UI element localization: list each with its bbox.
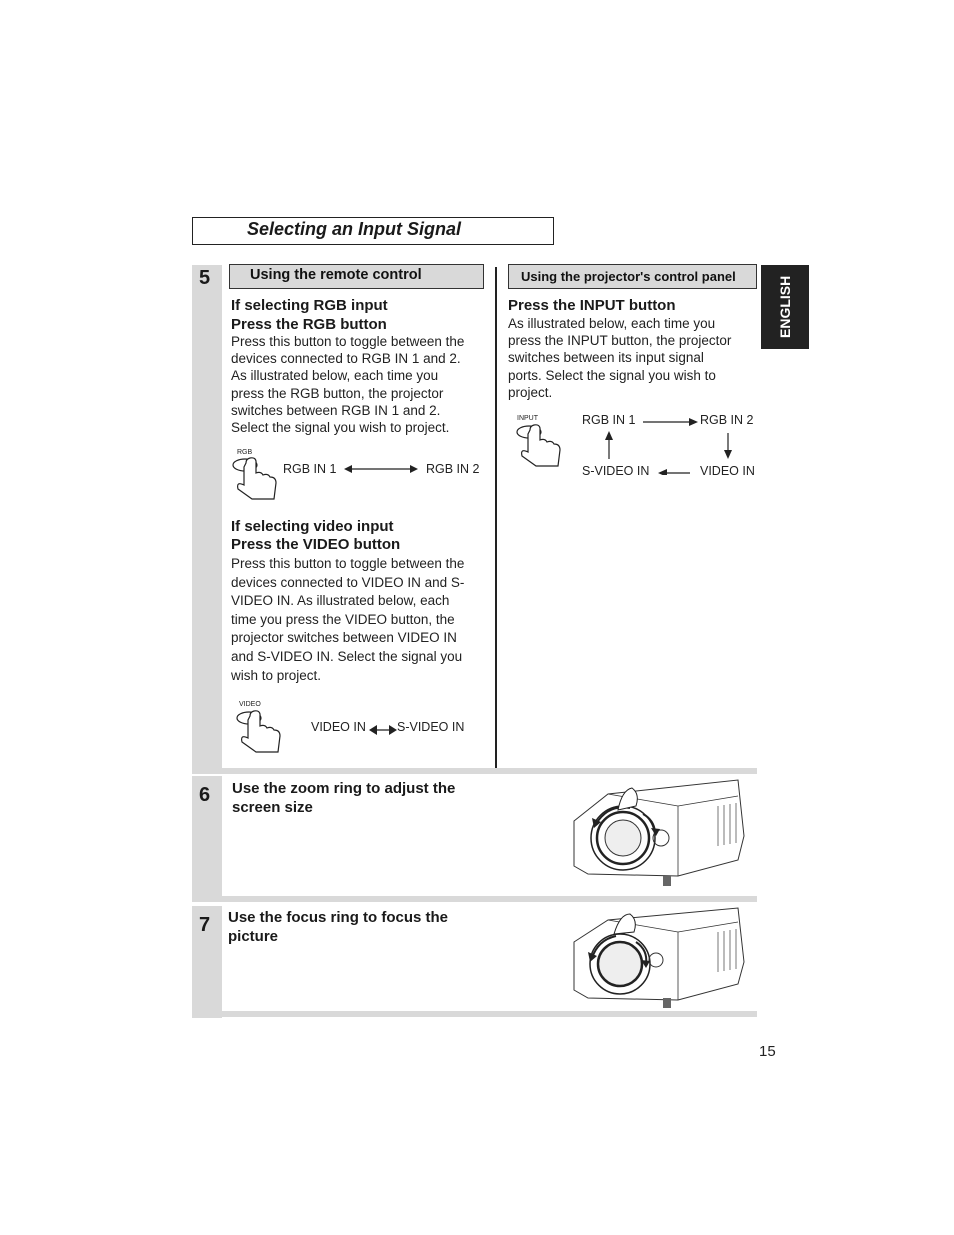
step6-number: 6 bbox=[199, 784, 211, 806]
input-description: As illustrated below, each time you press the INPUT button, the projector switches between its input signal ports. Select the signal you wish to project. bbox=[508, 316, 732, 400]
projector-focus-ring-illustration bbox=[568, 906, 746, 1010]
hand-press-video-icon bbox=[234, 708, 284, 754]
page-number: 15 bbox=[759, 1043, 776, 1060]
video-toggle-arrow-icon bbox=[369, 723, 397, 737]
s-video-in-label: S-VIDEO IN bbox=[397, 720, 465, 734]
video-in-label: VIDEO IN bbox=[311, 720, 366, 734]
hand-press-rgb-icon bbox=[230, 455, 280, 501]
rgb-button-label: RGB bbox=[237, 449, 253, 456]
step5-sidebar bbox=[192, 265, 222, 773]
rgb-heading: If selecting RGB input bbox=[231, 297, 388, 314]
input-cycle-arrows-icon bbox=[600, 413, 740, 475]
video-heading: If selecting video input bbox=[231, 518, 394, 535]
input-button-label: INPUT bbox=[517, 415, 538, 422]
video-description: Press this button to toggle between the devices connected to VIDEO IN and S- VIDEO IN. As illustrated below, each time you press the VIDEO button, the projector switches between VIDEO IN and S-VIDEO IN. Select the signal you wish to project. bbox=[231, 556, 465, 683]
step7-number: 7 bbox=[199, 914, 211, 936]
input-heading: Press the INPUT button bbox=[508, 297, 676, 314]
hand-press-input-icon bbox=[514, 422, 564, 468]
column-divider bbox=[495, 267, 497, 773]
step5-bottom-rule bbox=[192, 768, 757, 774]
rgb-description: Press this button to toggle between the devices connected to RGB IN 1 and 2. As illustrated below, each time you press the RGB button, the projector switches between RGB IN 1 and 2. Select the signal you wish to project. bbox=[231, 334, 465, 436]
cycle-rgb-in1: RGB IN 1 bbox=[582, 413, 636, 427]
step7-bottom-rule bbox=[192, 1011, 757, 1017]
page-title: Selecting an Input Signal bbox=[247, 219, 462, 239]
step6-heading: Use the zoom ring to adjust the screen size bbox=[232, 780, 456, 816]
rgb-subheading: Press the RGB button bbox=[231, 316, 387, 333]
language-tab-label: ENGLISH bbox=[777, 275, 793, 339]
remote-control-header: Using the remote control bbox=[229, 264, 484, 289]
rgb-in2-label: RGB IN 2 bbox=[426, 462, 480, 476]
projector-zoom-ring-illustration bbox=[568, 776, 746, 888]
step7-heading: Use the focus ring to focus the picture bbox=[228, 909, 449, 945]
step5-number: 5 bbox=[199, 267, 211, 289]
video-button-label: VIDEO bbox=[239, 701, 261, 708]
cycle-s-video-in: S-VIDEO IN bbox=[582, 464, 650, 478]
rgb-toggle-arrow-icon bbox=[344, 462, 418, 476]
cycle-video-in: VIDEO IN bbox=[700, 464, 755, 478]
step6-bottom-rule bbox=[192, 896, 757, 902]
video-subheading: Press the VIDEO button bbox=[231, 536, 401, 553]
control-panel-header: Using the projector's control panel bbox=[508, 264, 757, 289]
cycle-rgb-in2: RGB IN 2 bbox=[700, 413, 754, 427]
rgb-in1-label: RGB IN 1 bbox=[283, 462, 337, 476]
